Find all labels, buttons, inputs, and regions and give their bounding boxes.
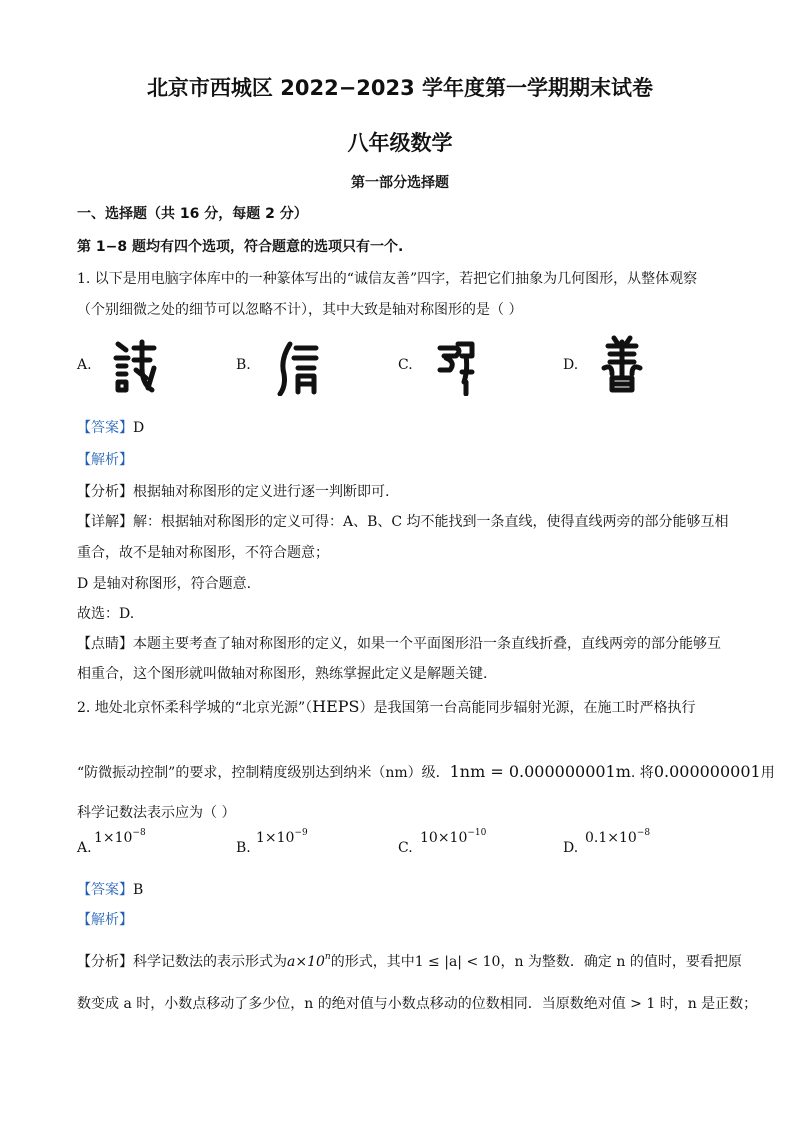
q2-option-b-value [256, 828, 308, 846]
q1-dianjing-line2: 相重合，这个图形就叫做轴对称图形，熟练掌握此定义是解题关键. [77, 666, 488, 682]
seal-char-xin [276, 340, 320, 396]
q2-line2-b: . 将 [630, 765, 654, 781]
q2-line2-a: “防微振动控制”的要求，控制精度级别达到纳米（nm）级． [77, 765, 450, 781]
q1-answer [77, 417, 144, 437]
seal-char-cheng [112, 338, 158, 394]
option-c-base: 10×10 [420, 830, 468, 846]
form-exp: n [324, 952, 331, 962]
q1-option-b-label: B. [236, 357, 251, 373]
answer-value: B [133, 882, 144, 898]
option-b-exp: −9 [294, 828, 308, 838]
q2-line1-a: 2. 地处北京怀柔科学城的“北京光源”（ [77, 700, 313, 716]
q1-xiangjie-line2: 重合，故不是轴对称图形，不符合题意； [77, 545, 329, 561]
q1-option-d-label: D. [563, 357, 579, 373]
instruction: 第 1−8 题均有四个选项，符合题意的选项只有一个. [77, 239, 404, 255]
xiangjie-tag: 【详解】 [77, 514, 133, 530]
xiangjie-text: 解：根据轴对称图形的定义可得：A、B、C 均不能找到一条直线，使得直线两旁的部分能够互相 [133, 514, 729, 530]
dianjing-tag: 【点睛】 [77, 636, 133, 652]
answer-tag: 【答案】 [77, 882, 133, 898]
q2-analysis-tag: 【解析】 [77, 912, 133, 928]
q1-dianjing-line1 [77, 633, 721, 653]
option-a-base: 1×10 [94, 830, 133, 846]
q2-option-c-label: C. [398, 840, 413, 856]
q2-line3: 科学记数法表示应为（ ） [77, 805, 236, 821]
option-a-exp: −8 [132, 828, 146, 838]
form-expression [287, 954, 331, 970]
number-value: 0.000000001 [653, 762, 761, 781]
q2-fenxi-line1 [77, 951, 742, 971]
nm-equation: 1nm = 0.000000001m [449, 762, 631, 781]
seal-char-shan [600, 334, 644, 394]
part-heading: 第一部分选择题 [351, 175, 449, 191]
form-base: a×10 [287, 954, 325, 970]
q2-option-c-value [420, 828, 486, 846]
fenxi-text-c: ，n 为整数．确定 n 的值时，要看把原 [500, 954, 742, 970]
condition-expression: 1 ≤ |a| < 10 [414, 954, 501, 970]
q1-xiangjie-line3: D 是轴对称图形，符合题意. [77, 576, 252, 592]
option-d-base: 0.1×10 [585, 830, 637, 846]
q2-line2 [77, 762, 775, 782]
answer-value: D [133, 420, 145, 436]
dianjing-text: 本题主要考查了轴对称图形的定义，如果一个平面图形沿一条直线折叠，直线两旁的部分能够互 [133, 636, 721, 652]
q1-fenxi [77, 481, 389, 501]
option-b-base: 1×10 [256, 830, 295, 846]
fenxi-tag: 【分析】 [77, 954, 133, 970]
q2-answer [77, 879, 143, 899]
q1-option-c-label: C. [398, 357, 413, 373]
answer-tag: 【答案】 [77, 420, 133, 436]
q1-xiangjie-line1 [77, 511, 729, 531]
q2-line1 [77, 697, 695, 717]
fenxi-tag: 【分析】 [77, 484, 133, 500]
q1-option-a-label: A. [77, 357, 92, 373]
fenxi-text-b: 的形式，其中 [330, 954, 415, 970]
seal-char-you [436, 338, 476, 396]
fenxi-text-a: 科学记数法的表示形式为 [133, 954, 287, 970]
q2-option-a-value [94, 828, 146, 846]
q2-line2-c: 用 [760, 765, 775, 781]
option-d-exp: −8 [636, 828, 651, 838]
exam-subtitle: 八年级数学 [347, 131, 453, 155]
section-heading: 一、选择题（共 16 分，每题 2 分） [77, 206, 308, 222]
q1-line1: 1. 以下是用电脑字体库中的一种篆体写出的“诚信友善”四字，若把它们抽象为几何图形，从整体观察 [77, 271, 698, 287]
q2-option-b-label: B. [236, 840, 251, 856]
q1-line2: （个别细微之处的细节可以忽略不计），其中大致是轴对称图形的是（ ） [77, 302, 523, 318]
q2-option-d-label: D. [563, 840, 579, 856]
q2-option-d-value [585, 828, 650, 846]
q1-analysis-tag: 【解析】 [77, 452, 133, 468]
option-c-exp: −10 [467, 828, 487, 838]
q2-fenxi-line2: 数变成 a 时，小数点移动了多少位，n 的绝对值与小数点移动的位数相同．当原数绝对值 > 1 时，n 是正数； [77, 996, 758, 1012]
fenxi-text: 根据轴对称图形的定义进行逐一判断即可. [133, 484, 390, 500]
exam-title: 北京市西城区 2022−2023 学年度第一学期期末试卷 [146, 76, 654, 100]
heps-text: HEPS [312, 697, 360, 716]
q2-line1-b: ）是我国第一台高能同步辐射光源，在施工时严格执行 [359, 700, 696, 716]
q1-choose: 故选：D. [77, 606, 135, 622]
q2-option-a-label: A. [77, 840, 92, 856]
